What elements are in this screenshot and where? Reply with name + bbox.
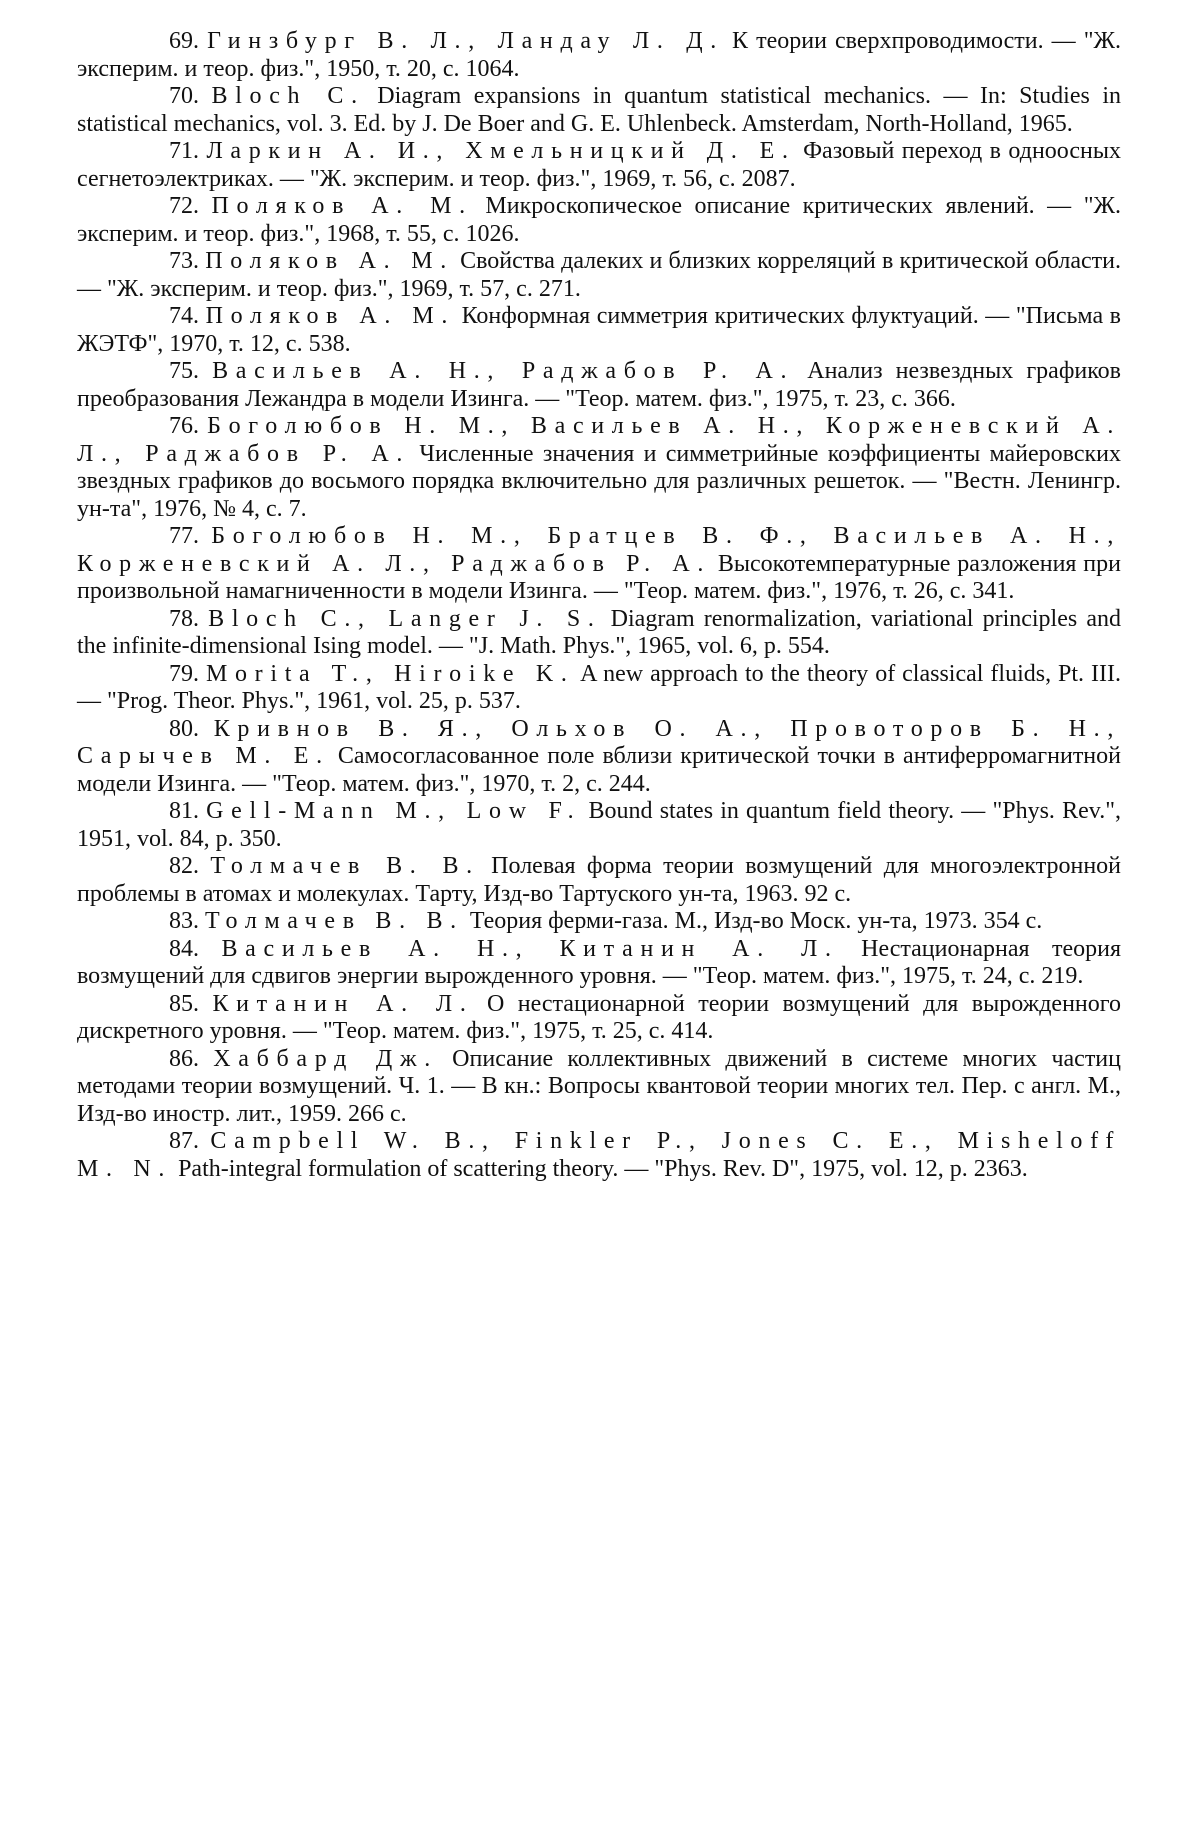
reference-text: Path-integral formulation of scattering theory. — "Phys. Rev. D", 1975, vol. 12, p. 2363. <box>172 1155 1028 1182</box>
reference-authors: Гинзбург В. Л., Ландау Л. Д. <box>207 28 724 54</box>
reference-text: Описание коллективных движений в системе многих частиц методами теории возмущений. Ч. 1. — В кн.: Вопросы квантовой теории многих тел. Пер. с англ. М., Изд-во иностр. лит., 1959. 266 с. <box>77 1045 1121 1127</box>
reference-entry <box>77 523 1121 606</box>
reference-entry <box>77 138 1121 193</box>
reference-authors: Толмачев В. В. <box>205 908 464 934</box>
reference-text: Bound states in quantum field theory. — "Phys. Rev.", 1951, vol. 84, p. 350. <box>77 798 1121 852</box>
reference-authors: Поляков А. М. <box>205 303 456 329</box>
reference-text: Свойства далеких и близких корреляций в критической области. — "Ж. эксперим. и теор. физ.", 1969, т. 57, с. 271. <box>77 248 1122 302</box>
reference-text: Микроскопическое описание критических явлений. — "Ж. эксперим. и теор. физ.", 1968, т. 55, с. 1026. <box>77 193 1121 247</box>
reference-number: 84. <box>169 935 199 962</box>
reference-entry <box>77 248 1121 303</box>
reference-text: Высокотемпературные разложения при произвольной намагниченности в модели Изинга. — "Теор. матем. физ.", 1976, т. 26, с. 341. <box>77 550 1121 604</box>
reference-text: О нестационарной теории возмущений для вырожденного дискретного уровня. — "Теор. матем. физ.", 1975, т. 25, с. 414. <box>77 990 1121 1044</box>
reference-authors: Толмачев В. В. <box>210 853 480 879</box>
reference-entry <box>77 908 1121 936</box>
reference-text: Численные значения и симметрийные коэффициенты майеровских звездных графиков до восьмого порядка включительно для различных решеток. — "Вестн. Ленингр. ун-та", 1976, № 4, с. 7. <box>77 440 1122 522</box>
reference-text: Конформная симметрия критических флуктуаций. — "Письма в ЖЭТФ", 1970, т. 12, с. 538. <box>77 303 1121 357</box>
reference-text: Нестационарная теория возмущений для сдвигов энергии вырожденного уровня. — "Теор. матем. физ.", 1975, т. 24, с. 219. <box>77 935 1121 989</box>
reference-entry <box>77 303 1121 358</box>
reference-number: 69. <box>169 28 199 54</box>
reference-entry <box>77 991 1121 1046</box>
reference-text: A new approach to the theory of classical fluids, Pt. III. — "Prog. Theor. Phys.", 1961, vol. 25, p. 537. <box>77 660 1121 714</box>
reference-entry <box>77 193 1121 248</box>
reference-text: Теория ферми-газа. М., Изд-во Моск. ун-та, 1973. 354 с. <box>463 908 1043 934</box>
reference-number: 72. <box>169 193 199 219</box>
reference-number: 86. <box>169 1045 199 1072</box>
reference-entry <box>77 606 1121 661</box>
reference-authors: Кривнов В. Я., Ольхов О. А., Провоторов Б. Н., Сарычев М. Е. <box>77 715 1122 769</box>
reference-entry <box>77 1046 1121 1129</box>
reference-entry <box>77 798 1121 853</box>
reference-authors: Боголюбов Н. М., Братцев В. Ф., Васильев А. Н., Корженевский А. Л., Раджабов Р. А. <box>77 523 1121 577</box>
reference-authors: Morita T., Hiroike K. <box>205 660 575 687</box>
reference-text: Полевая форма теории возмущений для многоэлектронной проблемы в атомах и молекулах. Тарту, Изд-во Тартуского ун-та, 1963. 92 с. <box>77 853 1122 907</box>
reference-number: 79. <box>169 660 199 687</box>
reference-entry <box>77 413 1121 523</box>
reference-authors: Хаббард Дж. <box>213 1045 438 1072</box>
reference-entry <box>77 358 1121 413</box>
reference-number: 76. <box>169 413 199 439</box>
reference-entry <box>77 28 1121 83</box>
reference-entry <box>77 936 1121 991</box>
reference-number: 77. <box>169 523 199 549</box>
reference-number: 74. <box>169 303 199 329</box>
reference-authors: Васильев А. Н., Китанин А. Л. <box>221 935 839 962</box>
reference-entry <box>77 716 1121 799</box>
reference-number: 80. <box>169 715 199 742</box>
reference-entry <box>77 661 1121 716</box>
reference-number: 87. <box>169 1128 199 1154</box>
reference-authors: Ларкин А. И., Хмельницкий Д. Е. <box>206 138 796 164</box>
reference-authors: Campbell W. B., Finkler P., Jones C. E., Misheloff M. N. <box>77 1128 1122 1182</box>
reference-authors: Васильев А. Н., Раджабов Р. А. <box>212 358 795 384</box>
reference-authors: Боголюбов Н. М., Васильев А. Н., Корженевский А. Л., Раджабов Р. А. <box>77 413 1122 467</box>
reference-text: Фазовый переход в одноосных сегнетоэлектриках. — "Ж. эксперим. и теор. физ.", 1969, т. 56, с. 2087. <box>77 138 1122 192</box>
reference-list <box>77 28 1121 1183</box>
reference-number: 70. <box>169 83 199 109</box>
reference-text: Самосогласованное поле вблизи критической точки в антиферромагнитной модели Изинга. — "Теор. матем. физ.", 1970, т. 2, с. 244. <box>77 743 1121 797</box>
reference-entry <box>77 83 1121 138</box>
reference-number: 73. <box>169 248 199 274</box>
reference-text: Анализ незвездных графиков преобразования Лежандра в модели Изинга. — "Теор. матем. физ.", 1975, т. 23, с. 366. <box>77 358 1121 412</box>
reference-text: Diagram renormalization, variational principles and the infinite-dimensional Ising model. — "J. Math. Phys.", 1965, vol. 6, p. 554. <box>77 605 1121 659</box>
reference-authors: Поляков А. М. <box>205 248 454 274</box>
reference-number: 81. <box>169 798 199 824</box>
reference-number: 85. <box>169 990 199 1017</box>
reference-text: К теории сверхпроводимости. — "Ж. эксперим. и теор. физ.", 1950, т. 20, с. 1064. <box>77 28 1122 82</box>
reference-number: 82. <box>169 853 199 879</box>
reference-text: Diagram expansions in quantum statistical mechanics. — In: Studies in statistical mechanics, vol. 3. Ed. by J. De Boer and G. E. Uhlenbeck. Amsterdam, North-Holland, 1965. <box>77 83 1121 137</box>
reference-entry <box>77 1128 1121 1183</box>
reference-number: 83. <box>169 908 199 934</box>
reference-number: 71. <box>169 138 199 164</box>
reference-authors: Bloch C., Langer J. S. <box>208 605 602 632</box>
reference-number: 78. <box>169 605 199 632</box>
reference-authors: Китанин А. Л. <box>212 990 474 1017</box>
reference-number: 75. <box>169 358 199 384</box>
reference-authors: Gell-Mann M., Low F. <box>206 798 582 824</box>
reference-entry <box>77 853 1121 908</box>
reference-authors: Поляков А. М. <box>211 193 473 219</box>
reference-authors: Bloch C. <box>211 83 365 109</box>
